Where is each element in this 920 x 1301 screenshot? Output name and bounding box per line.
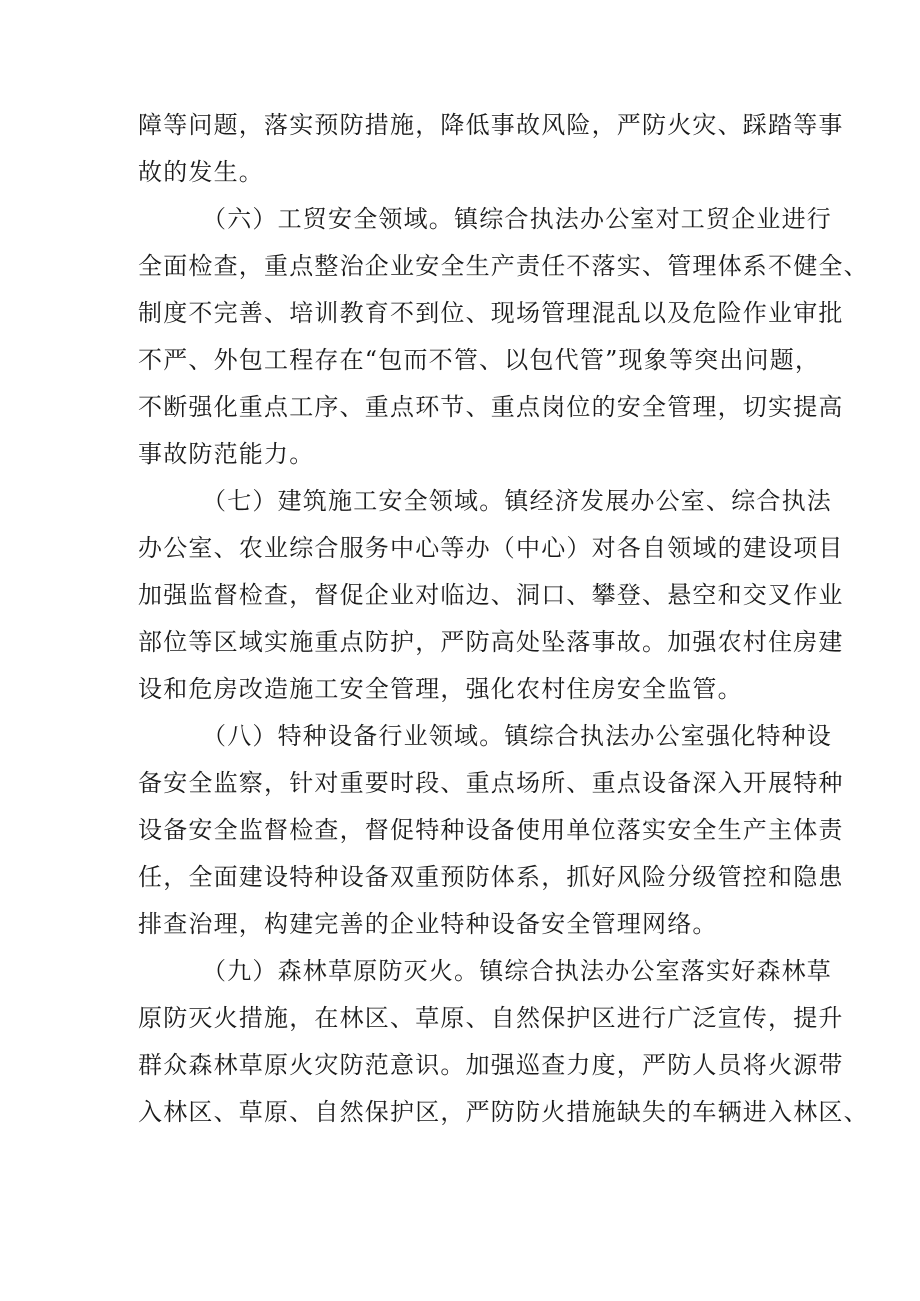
text-line: 设和危房改造施工安全管理，强化农村住房安全监管。 (138, 675, 743, 703)
text-line: 排查治理，构建完善的企业特种设备安全管理网络。 (138, 910, 718, 938)
text-line: 入林区、草原、自然保护区，严防防火措施缺失的车辆进入林区、 (138, 1098, 869, 1126)
paragraph-continuation (138, 102, 844, 196)
text-line: 部位等区域实施重点防护，严防高处坠落事故。加强农村住房建 (138, 628, 844, 656)
text-line: 备安全监察，针对重要时段、重点场所、重点设备深入开展特种 (138, 769, 844, 797)
text-line: 故的发生。 (138, 158, 264, 186)
text-line: （六）工贸安全领域。镇综合执法办公室对工贸企业进行 (202, 205, 832, 233)
text-line: 不断强化重点工序、重点环节、重点岗位的安全管理，切实提高 (138, 393, 844, 421)
text-line: 事故防范能力。 (138, 440, 315, 468)
paragraph-section-7 (138, 478, 844, 713)
text-line: （七）建筑施工安全领域。镇经济发展办公室、综合执法 (202, 487, 832, 515)
text-line: 不严、外包工程存在“包而不管、以包代管”现象等突出问题， (138, 346, 821, 374)
paragraph-section-8 (138, 713, 844, 948)
text-line: 原防灭火措施，在林区、草原、自然保护区进行广泛宣传，提升 (138, 1004, 844, 1032)
text-line: （九）森林草原防灭火。镇综合执法办公室落实好森林草 (202, 957, 832, 985)
paragraph-section-6 (138, 196, 869, 478)
text-line: 加强监督检查，督促企业对临边、洞口、攀登、悬空和交叉作业 (138, 581, 844, 609)
document-body (138, 102, 869, 1136)
text-line: （八）特种设备行业领域。镇综合执法办公室强化特种设 (202, 722, 832, 750)
text-line: 障等问题，落实预防措施，降低事故风险，严防火灾、踩踏等事 (138, 111, 844, 139)
text-line: 全面检查，重点整治企业安全生产责任不落实、管理体系不健全、 (138, 252, 869, 280)
paragraph-section-9 (138, 948, 869, 1136)
text-line: 任，全面建设特种设备双重预防体系，抓好风险分级管控和隐患 (138, 863, 844, 891)
text-line: 制度不完善、培训教育不到位、现场管理混乱以及危险作业审批 (138, 299, 844, 327)
text-line: 群众森林草原火灾防范意识。加强巡查力度，严防人员将火源带 (138, 1051, 844, 1079)
text-line: 办公室、农业综合服务中心等办（中心）对各自领域的建设项目 (138, 534, 844, 562)
text-line: 设备安全监督检查，督促特种设备使用单位落实安全生产主体责 (138, 816, 844, 844)
